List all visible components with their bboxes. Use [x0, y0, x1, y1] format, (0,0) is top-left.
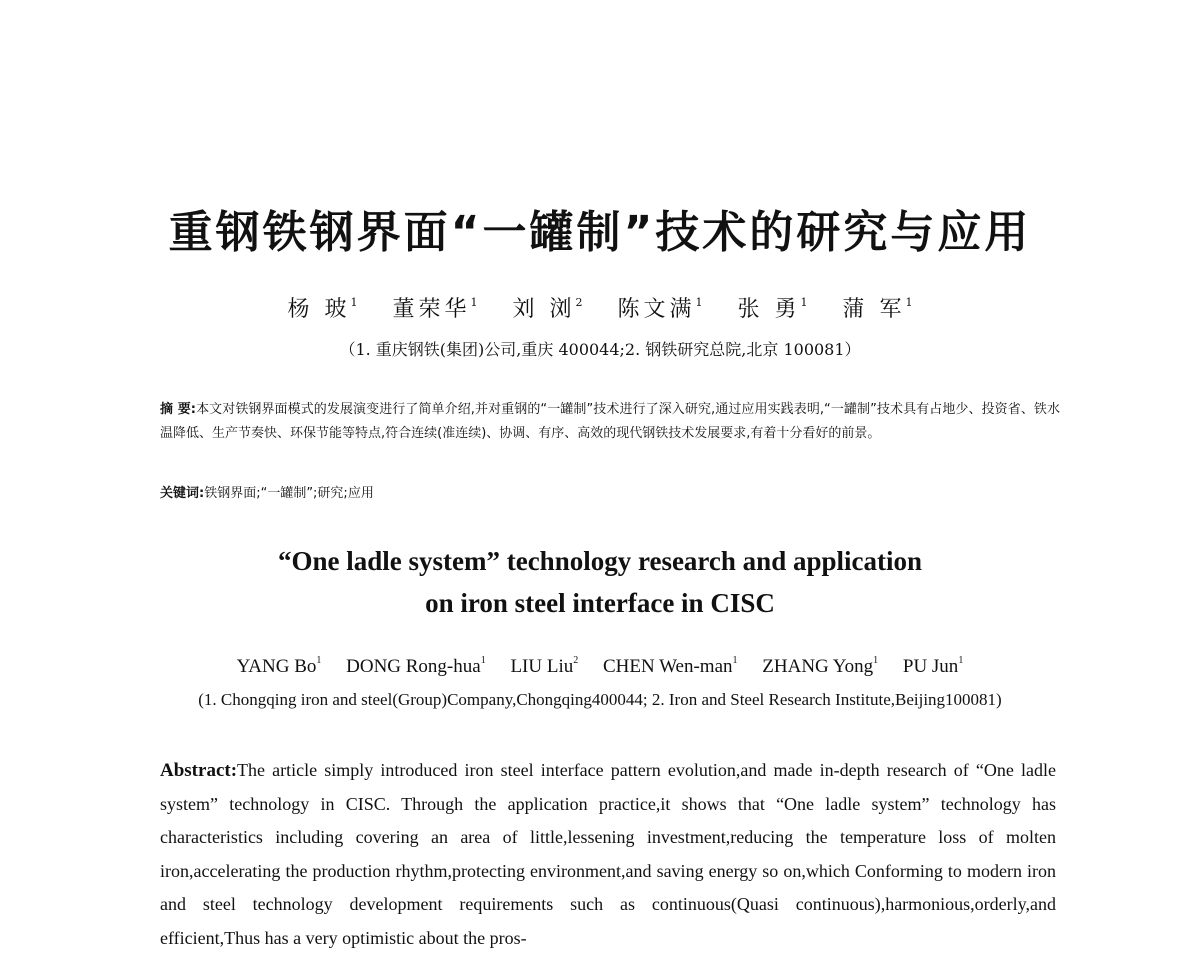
english-abstract-text: The article simply introduced iron steel interface pattern evolution,and made in-depth research of “One ladle system” technology in CISC. Through the application practice,it shows that “One ladle system” technology has characteristics including covering an area of little,lessening investment,reducing the temperature loss of molten iron,accelerating the production rhythm,protecting environment,and saving energy so on,which Conforming to modern iron and steel technology development requirements such as continuous(Quasi continuous),harmonious,orderly,and efficient,Thus has a very optimistic about the pros-: [160, 760, 1056, 948]
chinese-author: 刘 浏$^2$: [512, 296, 583, 322]
chinese-keywords: [160, 482, 1060, 506]
chinese-author: 张 勇$^1$: [737, 296, 808, 322]
chinese-title: 重钢铁钢界面“一罐制”技术的研究与应用: [168, 207, 1032, 258]
english-abstract-label: Abstract:: [160, 760, 238, 781]
english-abstract: [160, 754, 1056, 956]
english-author: LIU Liu$^2$: [510, 655, 579, 677]
english-authors: [0, 655, 1200, 678]
english-author: CHEN Wen-man$^1$: [603, 655, 738, 677]
chinese-author: 杨 玻$^1$: [287, 296, 358, 322]
english-title-line: “One ladle system” technology research and application: [277, 546, 922, 576]
english-title: [0, 540, 1200, 624]
chinese-keywords-label: 关键词:: [160, 486, 205, 501]
chinese-abstract-text: 本文对铁钢界面模式的发展演变进行了简单介绍,并对重钢的“一罐制”技术进行了深入研究,通过应用实践表明,“一罐制”技术具有占地少、投资省、铁水温降低、生产节奏快、环保节能等特点,符合连续(准连续)、协调、有序、高效的现代钢铁技术发展要求,有着十分看好的前景。: [160, 402, 1060, 441]
english-title-line: on iron steel interface in CISC: [425, 588, 775, 618]
chinese-authors: [0, 292, 1200, 323]
english-author: DONG Rong-hua$^1$: [346, 655, 486, 677]
english-author: ZHANG Yong$^1$: [762, 655, 879, 677]
english-author: YANG Bo$^1$: [236, 655, 322, 677]
chinese-author: 董荣华$^1$: [392, 296, 478, 322]
english-author: PU Jun$^1$: [902, 655, 964, 677]
chinese-author: 陈文满$^1$: [617, 296, 703, 322]
chinese-affiliation: （1. 重庆钢铁(集团)公司,重庆 400044;2. 钢铁研究总院,北京 100081）: [339, 340, 861, 359]
chinese-abstract-label: 摘 要:: [160, 402, 196, 417]
chinese-abstract: [160, 398, 1060, 446]
chinese-keywords-text: 铁钢界面;“一罐制”;研究;应用: [204, 486, 374, 501]
english-affiliation: (1. Chongqing iron and steel(Group)Company,Chongqing400044; 2. Iron and Steel Research Institute,Beijing100081): [198, 690, 1002, 709]
chinese-author: 蒲 军$^1$: [842, 296, 913, 322]
